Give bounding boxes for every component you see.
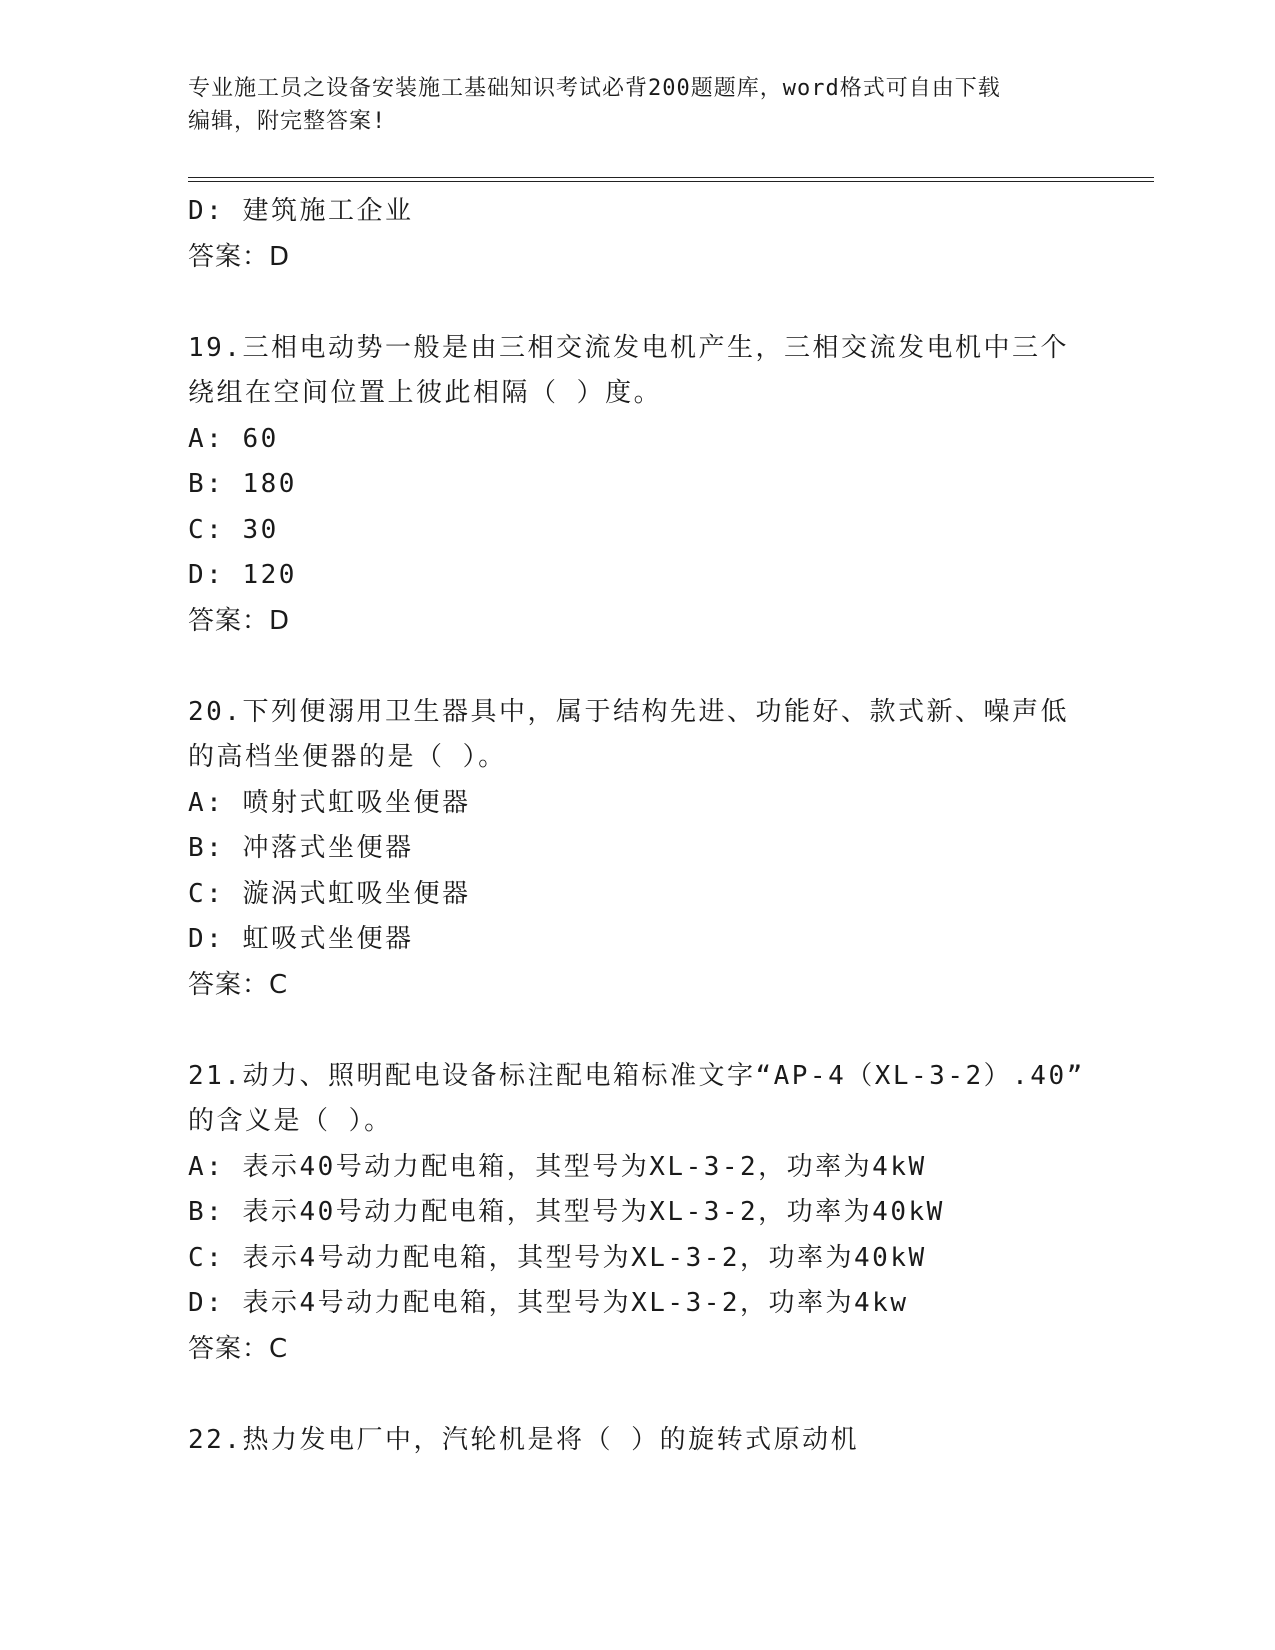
option-a: A: 表示40号动力配电箱，其型号为XL-3-2，功率为4kW xyxy=(188,1151,927,1182)
answer-line: 答案：D xyxy=(188,241,291,272)
question-text: 的含义是（ ）。 xyxy=(188,1106,393,1136)
option-d: D: 建筑施工企业 xyxy=(188,196,414,226)
spacer xyxy=(188,1372,1088,1418)
answer-line: 答案：C xyxy=(188,1333,289,1364)
option-c: C: 漩涡式虹吸坐便器 xyxy=(188,878,471,909)
question-text: 绕组在空间位置上彼此相隔（ ）度。 xyxy=(188,378,663,408)
option-c: C: 30 xyxy=(188,514,279,545)
option-a: A: 60 xyxy=(188,423,279,454)
header-rule-top xyxy=(188,177,1154,178)
spacer xyxy=(188,1008,1088,1054)
option-d: D: 表示4号动力配电箱，其型号为XL-3-2，功率为4kw xyxy=(188,1288,909,1318)
option-d: D: 120 xyxy=(188,560,297,590)
question-text: 22.热力发电厂中，汽轮机是将（ ）的旋转式原动机 xyxy=(188,1424,860,1455)
header-line-2: 编辑，附完整答案! xyxy=(188,109,387,134)
question-text: 19.三相电动势一般是由三相交流发电机产生，三相交流发电机中三个 xyxy=(188,332,1069,363)
question-list xyxy=(188,189,1088,1463)
header-rule-bottom xyxy=(188,181,1154,182)
header-line-1: 专业施工员之设备安装施工基础知识考试必背200题题库，word格式可自由下载 xyxy=(188,76,1001,101)
option-c: C: 表示4号动力配电箱，其型号为XL-3-2，功率为40kW xyxy=(188,1242,927,1273)
question-text: 的高档坐便器的是（ ）。 xyxy=(188,742,507,772)
answer-line: 答案：D xyxy=(188,605,291,636)
question-text: 20.下列便溺用卫生器具中，属于结构先进、功能好、款式新、噪声低 xyxy=(188,696,1069,727)
document-header xyxy=(188,72,1068,138)
question-text: 21.动力、照明配电设备标注配电箱标准文字“AP-4（XL-3-2）.40” xyxy=(188,1060,1085,1091)
option-b: B: 180 xyxy=(188,469,297,499)
question-21 xyxy=(188,1054,1088,1373)
spacer xyxy=(188,644,1088,690)
option-d: D: 虹吸式坐便器 xyxy=(188,924,414,954)
spacer xyxy=(188,280,1088,326)
option-a: A: 喷射式虹吸坐便器 xyxy=(188,787,471,818)
option-b: B: 表示40号动力配电箱，其型号为XL-3-2，功率为40kW xyxy=(188,1197,945,1227)
question-19 xyxy=(188,326,1088,645)
question-20 xyxy=(188,690,1088,1009)
question-22 xyxy=(188,1418,1088,1464)
answer-line: 答案：C xyxy=(188,969,289,1000)
option-b: B: 冲落式坐便器 xyxy=(188,833,414,863)
